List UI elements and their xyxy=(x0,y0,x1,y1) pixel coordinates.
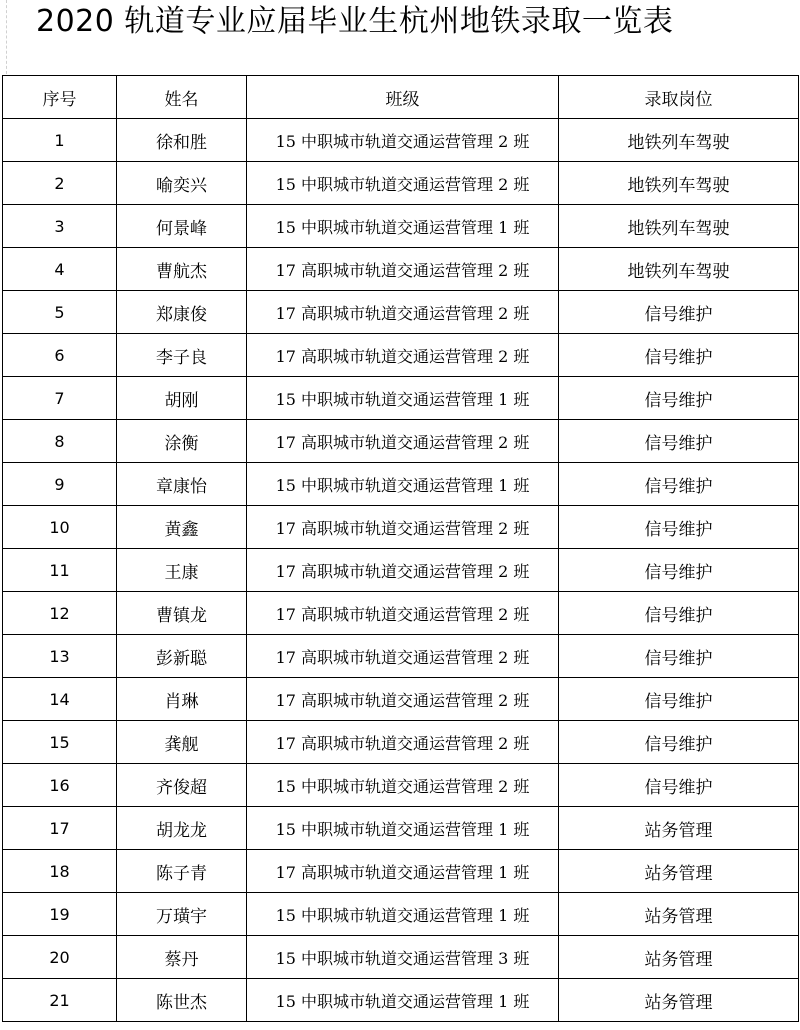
cell-serial-number: 7 xyxy=(3,377,117,420)
table-row xyxy=(3,377,799,420)
table-row xyxy=(3,850,799,893)
cell-class: 15 中职城市轨道交通运营管理 1 班 xyxy=(247,377,559,420)
table-row xyxy=(3,549,799,592)
table-row xyxy=(3,334,799,377)
cell-admitted-position: 地铁列车驾驶 xyxy=(559,119,799,162)
header-admitted-position: 录取岗位 xyxy=(559,76,799,119)
cell-serial-number: 1 xyxy=(3,119,117,162)
cell-name: 章康怡 xyxy=(117,463,247,506)
table-row xyxy=(3,119,799,162)
table-row xyxy=(3,635,799,678)
cell-admitted-position: 信号维护 xyxy=(559,377,799,420)
cell-class: 17 高职城市轨道交通运营管理 1 班 xyxy=(247,850,559,893)
cell-name: 王康 xyxy=(117,549,247,592)
cell-class: 17 高职城市轨道交通运营管理 2 班 xyxy=(247,549,559,592)
cell-admitted-position: 站务管理 xyxy=(559,893,799,936)
cell-class: 17 高职城市轨道交通运营管理 2 班 xyxy=(247,635,559,678)
cell-serial-number: 19 xyxy=(3,893,117,936)
cell-class: 15 中职城市轨道交通运营管理 1 班 xyxy=(247,807,559,850)
cell-class: 17 高职城市轨道交通运营管理 2 班 xyxy=(247,248,559,291)
cell-admitted-position: 地铁列车驾驶 xyxy=(559,248,799,291)
cell-name: 肖琳 xyxy=(117,678,247,721)
cell-name: 齐俊超 xyxy=(117,764,247,807)
cell-class: 15 中职城市轨道交通运营管理 1 班 xyxy=(247,979,559,1022)
cell-serial-number: 10 xyxy=(3,506,117,549)
table-row xyxy=(3,893,799,936)
table-header-row xyxy=(3,76,799,119)
table-row xyxy=(3,979,799,1022)
cell-serial-number: 8 xyxy=(3,420,117,463)
cell-admitted-position: 地铁列车驾驶 xyxy=(559,162,799,205)
cell-name: 龚舰 xyxy=(117,721,247,764)
cell-serial-number: 12 xyxy=(3,592,117,635)
cell-admitted-position: 信号维护 xyxy=(559,764,799,807)
cell-name: 黄鑫 xyxy=(117,506,247,549)
table-row xyxy=(3,291,799,334)
cell-serial-number: 13 xyxy=(3,635,117,678)
cell-class: 15 中职城市轨道交通运营管理 2 班 xyxy=(247,119,559,162)
cell-class: 15 中职城市轨道交通运营管理 3 班 xyxy=(247,936,559,979)
document-title: 2020 轨道专业应届毕业生杭州地铁录取一览表 xyxy=(36,4,674,39)
header-class: 班级 xyxy=(247,76,559,119)
cell-admitted-position: 站务管理 xyxy=(559,979,799,1022)
table-row xyxy=(3,764,799,807)
cell-admitted-position: 信号维护 xyxy=(559,721,799,764)
cell-name: 郑康俊 xyxy=(117,291,247,334)
cell-admitted-position: 站务管理 xyxy=(559,850,799,893)
table-body xyxy=(3,119,799,1022)
admission-table xyxy=(2,75,799,1022)
cell-name: 彭新聪 xyxy=(117,635,247,678)
cell-serial-number: 9 xyxy=(3,463,117,506)
cell-class: 17 高职城市轨道交通运营管理 2 班 xyxy=(247,506,559,549)
cell-class: 15 中职城市轨道交通运营管理 2 班 xyxy=(247,162,559,205)
cell-serial-number: 16 xyxy=(3,764,117,807)
cell-name: 曹镇龙 xyxy=(117,592,247,635)
cell-admitted-position: 地铁列车驾驶 xyxy=(559,205,799,248)
cell-serial-number: 20 xyxy=(3,936,117,979)
cell-class: 17 高职城市轨道交通运营管理 2 班 xyxy=(247,592,559,635)
cell-name: 蔡丹 xyxy=(117,936,247,979)
cell-name: 徐和胜 xyxy=(117,119,247,162)
cell-name: 陈子青 xyxy=(117,850,247,893)
table-row xyxy=(3,721,799,764)
cell-serial-number: 4 xyxy=(3,248,117,291)
cell-admitted-position: 信号维护 xyxy=(559,592,799,635)
cell-serial-number: 2 xyxy=(3,162,117,205)
cell-class: 17 高职城市轨道交通运营管理 2 班 xyxy=(247,334,559,377)
table-row xyxy=(3,463,799,506)
table-row xyxy=(3,420,799,463)
table-row xyxy=(3,807,799,850)
cell-class: 17 高职城市轨道交通运营管理 2 班 xyxy=(247,721,559,764)
cell-class: 17 高职城市轨道交通运营管理 2 班 xyxy=(247,291,559,334)
cell-admitted-position: 信号维护 xyxy=(559,291,799,334)
cell-serial-number: 3 xyxy=(3,205,117,248)
cell-admitted-position: 站务管理 xyxy=(559,807,799,850)
table-row xyxy=(3,936,799,979)
cell-class: 15 中职城市轨道交通运营管理 1 班 xyxy=(247,205,559,248)
cell-serial-number: 5 xyxy=(3,291,117,334)
header-serial-number: 序号 xyxy=(3,76,117,119)
cell-name: 胡龙龙 xyxy=(117,807,247,850)
cell-admitted-position: 信号维护 xyxy=(559,635,799,678)
cell-serial-number: 21 xyxy=(3,979,117,1022)
cell-serial-number: 18 xyxy=(3,850,117,893)
table-row xyxy=(3,678,799,721)
cell-class: 15 中职城市轨道交通运营管理 2 班 xyxy=(247,764,559,807)
cell-serial-number: 14 xyxy=(3,678,117,721)
cell-name: 涂衡 xyxy=(117,420,247,463)
cell-class: 15 中职城市轨道交通运营管理 1 班 xyxy=(247,463,559,506)
cell-admitted-position: 信号维护 xyxy=(559,506,799,549)
table-row xyxy=(3,205,799,248)
cell-name: 喻奕兴 xyxy=(117,162,247,205)
cell-name: 李子良 xyxy=(117,334,247,377)
cell-serial-number: 6 xyxy=(3,334,117,377)
cell-name: 曹航杰 xyxy=(117,248,247,291)
cell-admitted-position: 信号维护 xyxy=(559,420,799,463)
header-name: 姓名 xyxy=(117,76,247,119)
table-row xyxy=(3,162,799,205)
table-row xyxy=(3,506,799,549)
cell-serial-number: 15 xyxy=(3,721,117,764)
cell-name: 何景峰 xyxy=(117,205,247,248)
cell-admitted-position: 信号维护 xyxy=(559,549,799,592)
cell-admitted-position: 信号维护 xyxy=(559,678,799,721)
cell-name: 陈世杰 xyxy=(117,979,247,1022)
cell-name: 胡刚 xyxy=(117,377,247,420)
cell-serial-number: 11 xyxy=(3,549,117,592)
page-margin-guide xyxy=(6,0,7,74)
cell-serial-number: 17 xyxy=(3,807,117,850)
cell-admitted-position: 信号维护 xyxy=(559,334,799,377)
cell-name: 万璜宇 xyxy=(117,893,247,936)
table-row xyxy=(3,592,799,635)
cell-admitted-position: 信号维护 xyxy=(559,463,799,506)
cell-class: 15 中职城市轨道交通运营管理 1 班 xyxy=(247,893,559,936)
table-row xyxy=(3,248,799,291)
cell-class: 17 高职城市轨道交通运营管理 2 班 xyxy=(247,420,559,463)
cell-admitted-position: 站务管理 xyxy=(559,936,799,979)
cell-class: 17 高职城市轨道交通运营管理 2 班 xyxy=(247,678,559,721)
